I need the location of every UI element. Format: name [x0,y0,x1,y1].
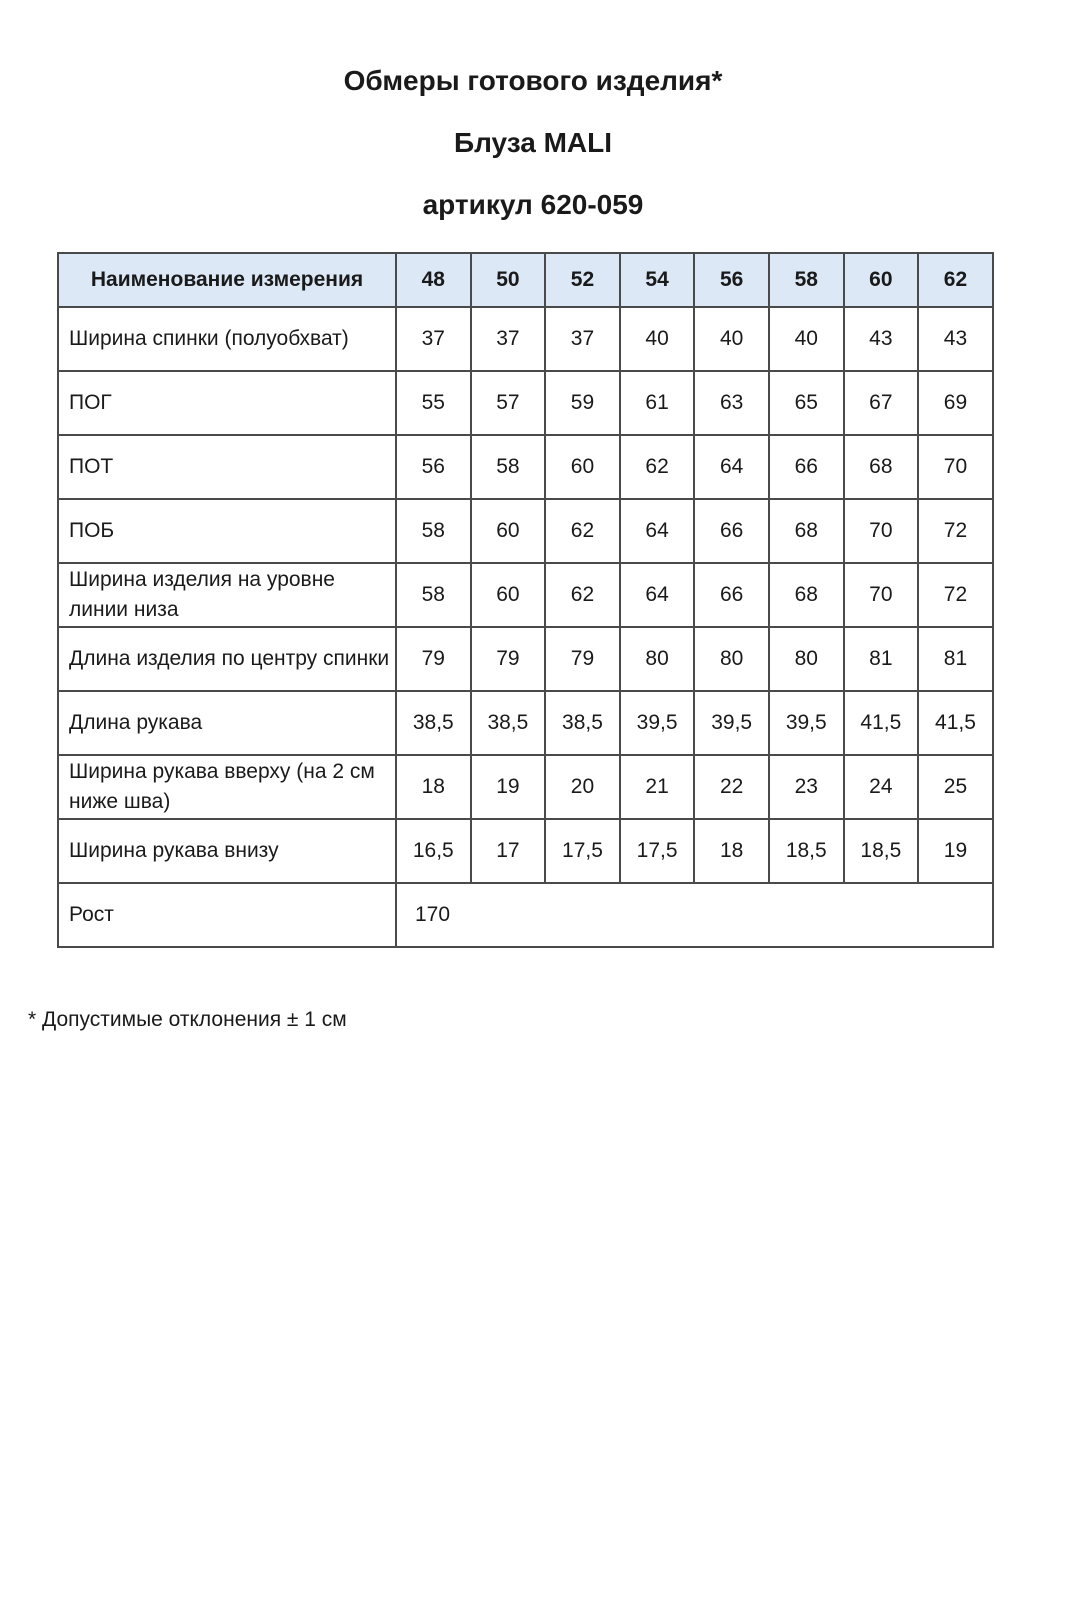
footnote: * Допустимые отклонения ± 1 см [28,1008,347,1031]
table-cell: 64 [620,563,695,627]
table-cell: 80 [769,627,844,691]
table-cell: 23 [769,755,844,819]
table-cell: 40 [769,307,844,371]
table-cell: 60 [471,563,546,627]
table-cell: 20 [545,755,620,819]
row-label: Ширина изделия на уровне линии низа [58,563,396,627]
table-cell: 68 [769,499,844,563]
table-cell: 70 [844,499,919,563]
table-cell: 38,5 [471,691,546,755]
table-cell: 65 [769,371,844,435]
row-label: ПОГ [58,371,396,435]
table-cell: 17,5 [545,819,620,883]
table-cell: 80 [620,627,695,691]
table-cell: 18,5 [844,819,919,883]
table-cell: 81 [918,627,993,691]
table-row [58,563,993,627]
table-cell: 79 [396,627,471,691]
column-header-size: 56 [694,253,769,307]
table-cell: 66 [694,499,769,563]
table-row-rost [58,883,993,947]
table-cell: 37 [471,307,546,371]
table-cell: 72 [918,499,993,563]
table-cell: 16,5 [396,819,471,883]
table-cell: 18 [694,819,769,883]
table-cell: 22 [694,755,769,819]
table-cell: 21 [620,755,695,819]
table-cell: 41,5 [844,691,919,755]
row-label: Длина изделия по центру спинки [58,627,396,691]
table-cell: 80 [694,627,769,691]
table-cell: 37 [545,307,620,371]
table-row [58,819,993,883]
table-cell: 17 [471,819,546,883]
table-cell: 62 [620,435,695,499]
table-cell: 67 [844,371,919,435]
table-cell: 43 [844,307,919,371]
measurement-table [57,252,994,948]
table-cell: 57 [471,371,546,435]
table-header-row [58,253,993,307]
column-header-size: 52 [545,253,620,307]
table-cell: 68 [844,435,919,499]
table-cell: 56 [396,435,471,499]
table-row [58,371,993,435]
table-cell: 69 [918,371,993,435]
table-cell: 66 [694,563,769,627]
table-row [58,627,993,691]
table-cell: 59 [545,371,620,435]
table-cell: 17,5 [620,819,695,883]
table-cell: 60 [471,499,546,563]
table-cell: 72 [918,563,993,627]
table-cell: 81 [844,627,919,691]
table-cell: 41,5 [918,691,993,755]
table-row [58,691,993,755]
column-header-measurement-name: Наименование измерения [58,253,396,307]
table-cell: 40 [620,307,695,371]
page-title: Обмеры готового изделия* [343,65,723,96]
table-cell: 37 [396,307,471,371]
table-cell: 64 [620,499,695,563]
article-number: артикул 620-059 [422,189,644,220]
rost-value: 170 [396,883,993,947]
row-label: ПОТ [58,435,396,499]
table-cell: 58 [396,563,471,627]
column-header-size: 54 [620,253,695,307]
table-row [58,499,993,563]
row-label: Рост [58,883,396,947]
table-cell: 39,5 [694,691,769,755]
table-cell: 19 [918,819,993,883]
table-cell: 62 [545,499,620,563]
table-cell: 58 [396,499,471,563]
product-name: Блуза MALI [453,127,613,158]
table-row [58,435,993,499]
table-cell: 58 [471,435,546,499]
table-row [58,307,993,371]
table-cell: 55 [396,371,471,435]
table-cell: 25 [918,755,993,819]
table-cell: 38,5 [396,691,471,755]
table-cell: 64 [694,435,769,499]
column-header-size: 50 [471,253,546,307]
table-row [58,755,993,819]
table-cell: 19 [471,755,546,819]
table-cell: 61 [620,371,695,435]
table-cell: 66 [769,435,844,499]
table-cell: 60 [545,435,620,499]
row-label: Длина рукава [58,691,396,755]
table-cell: 62 [545,563,620,627]
table-cell: 79 [471,627,546,691]
table-cell: 70 [918,435,993,499]
table-cell: 79 [545,627,620,691]
table-cell: 43 [918,307,993,371]
table-cell: 18 [396,755,471,819]
table-cell: 70 [844,563,919,627]
table-cell: 24 [844,755,919,819]
table-cell: 39,5 [620,691,695,755]
table-cell: 40 [694,307,769,371]
column-header-size: 62 [918,253,993,307]
table-cell: 68 [769,563,844,627]
column-header-size: 60 [844,253,919,307]
row-label: Ширина рукава вверху (на 2 см ниже шва) [58,755,396,819]
table-cell: 39,5 [769,691,844,755]
column-header-size: 48 [396,253,471,307]
table-cell: 63 [694,371,769,435]
table-cell: 38,5 [545,691,620,755]
row-label: Ширина рукава внизу [58,819,396,883]
table-cell: 18,5 [769,819,844,883]
row-label: Ширина спинки (полуобхват) [58,307,396,371]
column-header-size: 58 [769,253,844,307]
row-label: ПОБ [58,499,396,563]
